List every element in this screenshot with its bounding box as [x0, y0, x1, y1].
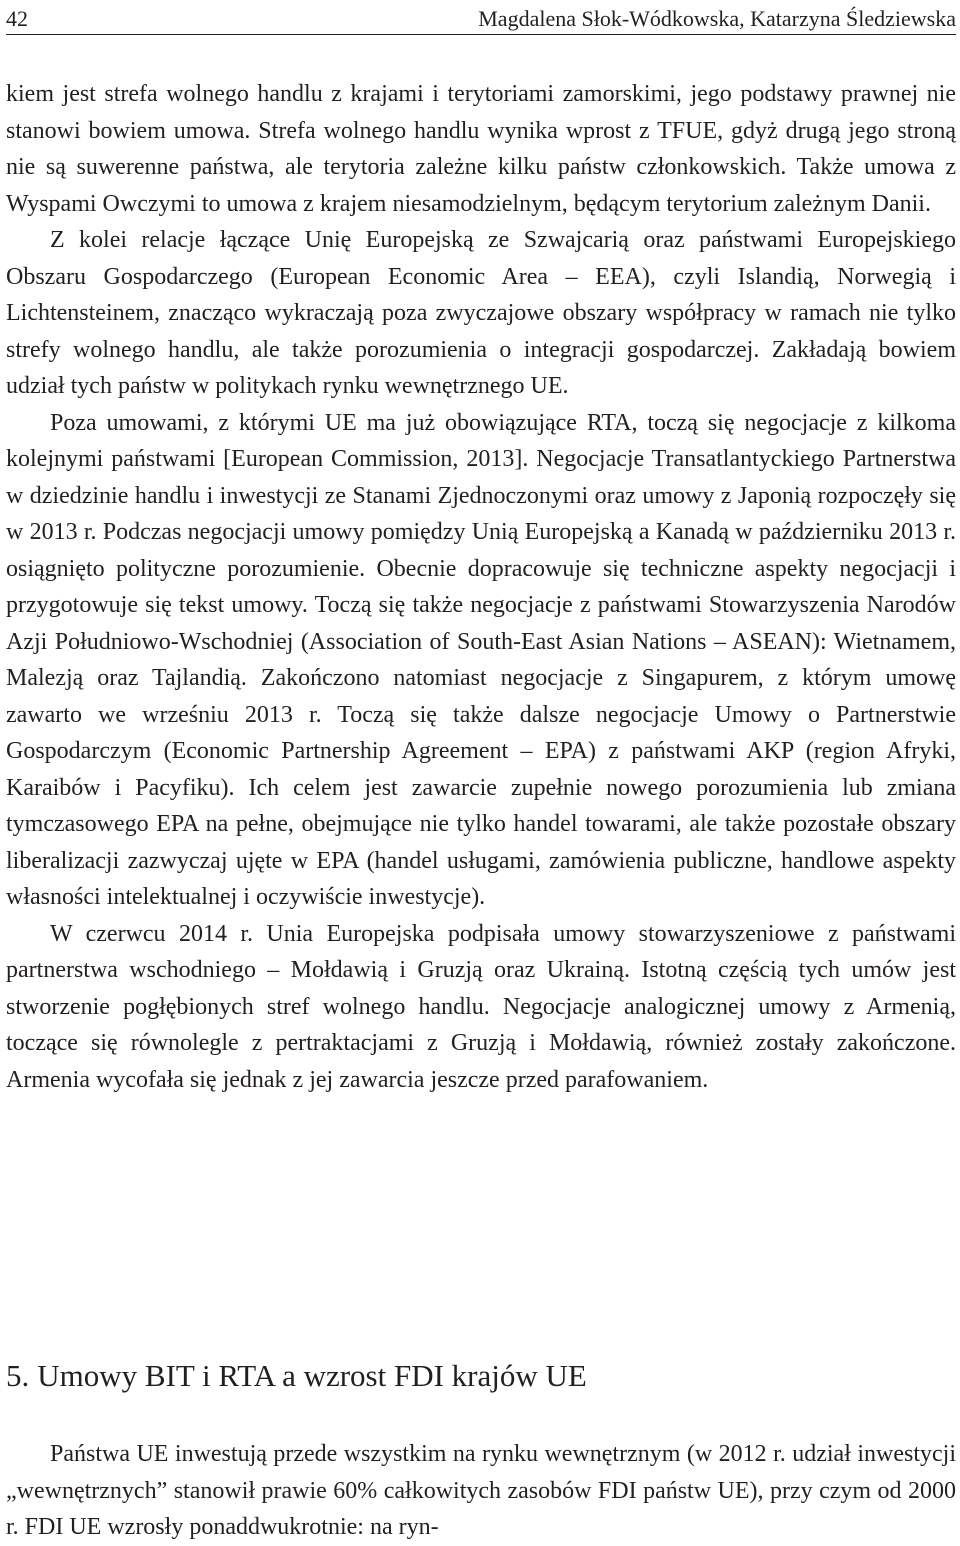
section-body-text	[6, 1436, 956, 1546]
section-title: Umowy BIT i RTA a wzrost FDI krajów UE	[37, 1358, 587, 1393]
section-heading	[6, 1356, 587, 1396]
page-number: 42	[6, 6, 28, 31]
paragraph: kiem jest strefa wolnego handlu z krajami i terytoriami zamorskimi, jego podstawy prawnej nie stanowi bowiem umowa. Strefa wolnego handlu wynika wprost z TFUE, gdyż drugą jego stroną nie są suwerenne państwa, ale terytoria zależne kilku państw członkowskich. Także umowa z Wyspami Owczymi to umowa z krajem niesamodzielnym, będącym terytorium zależnym Danii.	[6, 81, 956, 217]
paragraph: Poza umowami, z którymi UE ma już obowiązujące RTA, toczą się negocjacje z kilkoma kolejnymi państwami [European Commission, 2013]. Negocjacje Transatlantyckiego Partnerstwa w dziedzinie handlu i inwestycji ze Stanami Zjednoczonymi oraz umowy z Japonią rozpoczęły się w 2013 r. Podczas negocjacji umowy pomiędzy Unią Europejską a Kanadą w październiku 2013 r. osiągnięto polityczne porozumienie. Obecnie dopracowuje się techniczne aspekty negocjacji i przygotowuje się tekst umowy. Toczą się także negocjacje z państwami Stowarzyszenia Narodów Azji Południowo-Wschodniej (Association of South-East Asian Nations – ASEAN): Wietnamem, Malezją oraz Tajlandią. Zakończono natomiast negocjacje z Singapurem, z którym umowę zawarto we wrześniu 2013 r. Toczą się także dalsze negocjacje Umowy o Partnerstwie Gospodarczym (Economic Partnership Agreement – EPA) z państwami AKP (region Afryki, Karaibów i Pacyfiku). Ich celem jest zawarcie zupełnie nowego porozumienia lub zmiana tymczasowego EPA na pełne, obejmujące nie tylko handel towarami, ale także pozostałe obszary liberalizacji zazwyczaj ujęte w EPA (handel usługami, zamówienia publiczne, handlowe aspekty własności intelektualnej i oczywiście inwestycje).	[6, 409, 956, 910]
page-header	[6, 4, 956, 35]
paragraph: Państwa UE inwestują przede wszystkim na rynku wewnętrznym (w 2012 r. udział inwestycji „wewnętrznych” stanowił prawie 60% całkowitych zasobów FDI państw UE), przy czym od 2000 r. FDI UE wzrosły ponaddwukrotnie: na ryn-	[6, 1441, 956, 1540]
section-number: 5.	[6, 1358, 30, 1393]
paragraph: W czerwcu 2014 r. Unia Europejska podpisała umowy stowarzyszeniowe z państwami partnerstwa wschodniego – Mołdawią i Gruzją oraz Ukrainą. Istotną częścią tych umów jest stworzenie pogłębionych stref wolnego handlu. Negocjacje analogicznej umowy z Armenią, toczące się równolegle z pertraktacjami z Gruzją i Mołdawią, również zostały zakończone. Armenia wycofała się jednak z jej zawarcia jeszcze przed parafowaniem.	[6, 920, 956, 1093]
running-head: Magdalena Słok-Wódkowska, Katarzyna Śledziewska	[478, 6, 956, 31]
paragraph: Z kolei relacje łączące Unię Europejską ze Szwajcarią oraz państwami Europejskiego Obszaru Gospodarczego (European Economic Area – EEA), czyli Islandią, Norwegią i Lichtensteinem, znacząco wykraczają poza zwyczajowe obszary współpracy w ramach nie tylko strefy wolnego handlu, ale także porozumienia o integracji gospodarczej. Zakładają bowiem udział tych państw w politykach rynku wewnętrznego UE.	[6, 227, 956, 399]
body-text	[6, 76, 956, 1098]
